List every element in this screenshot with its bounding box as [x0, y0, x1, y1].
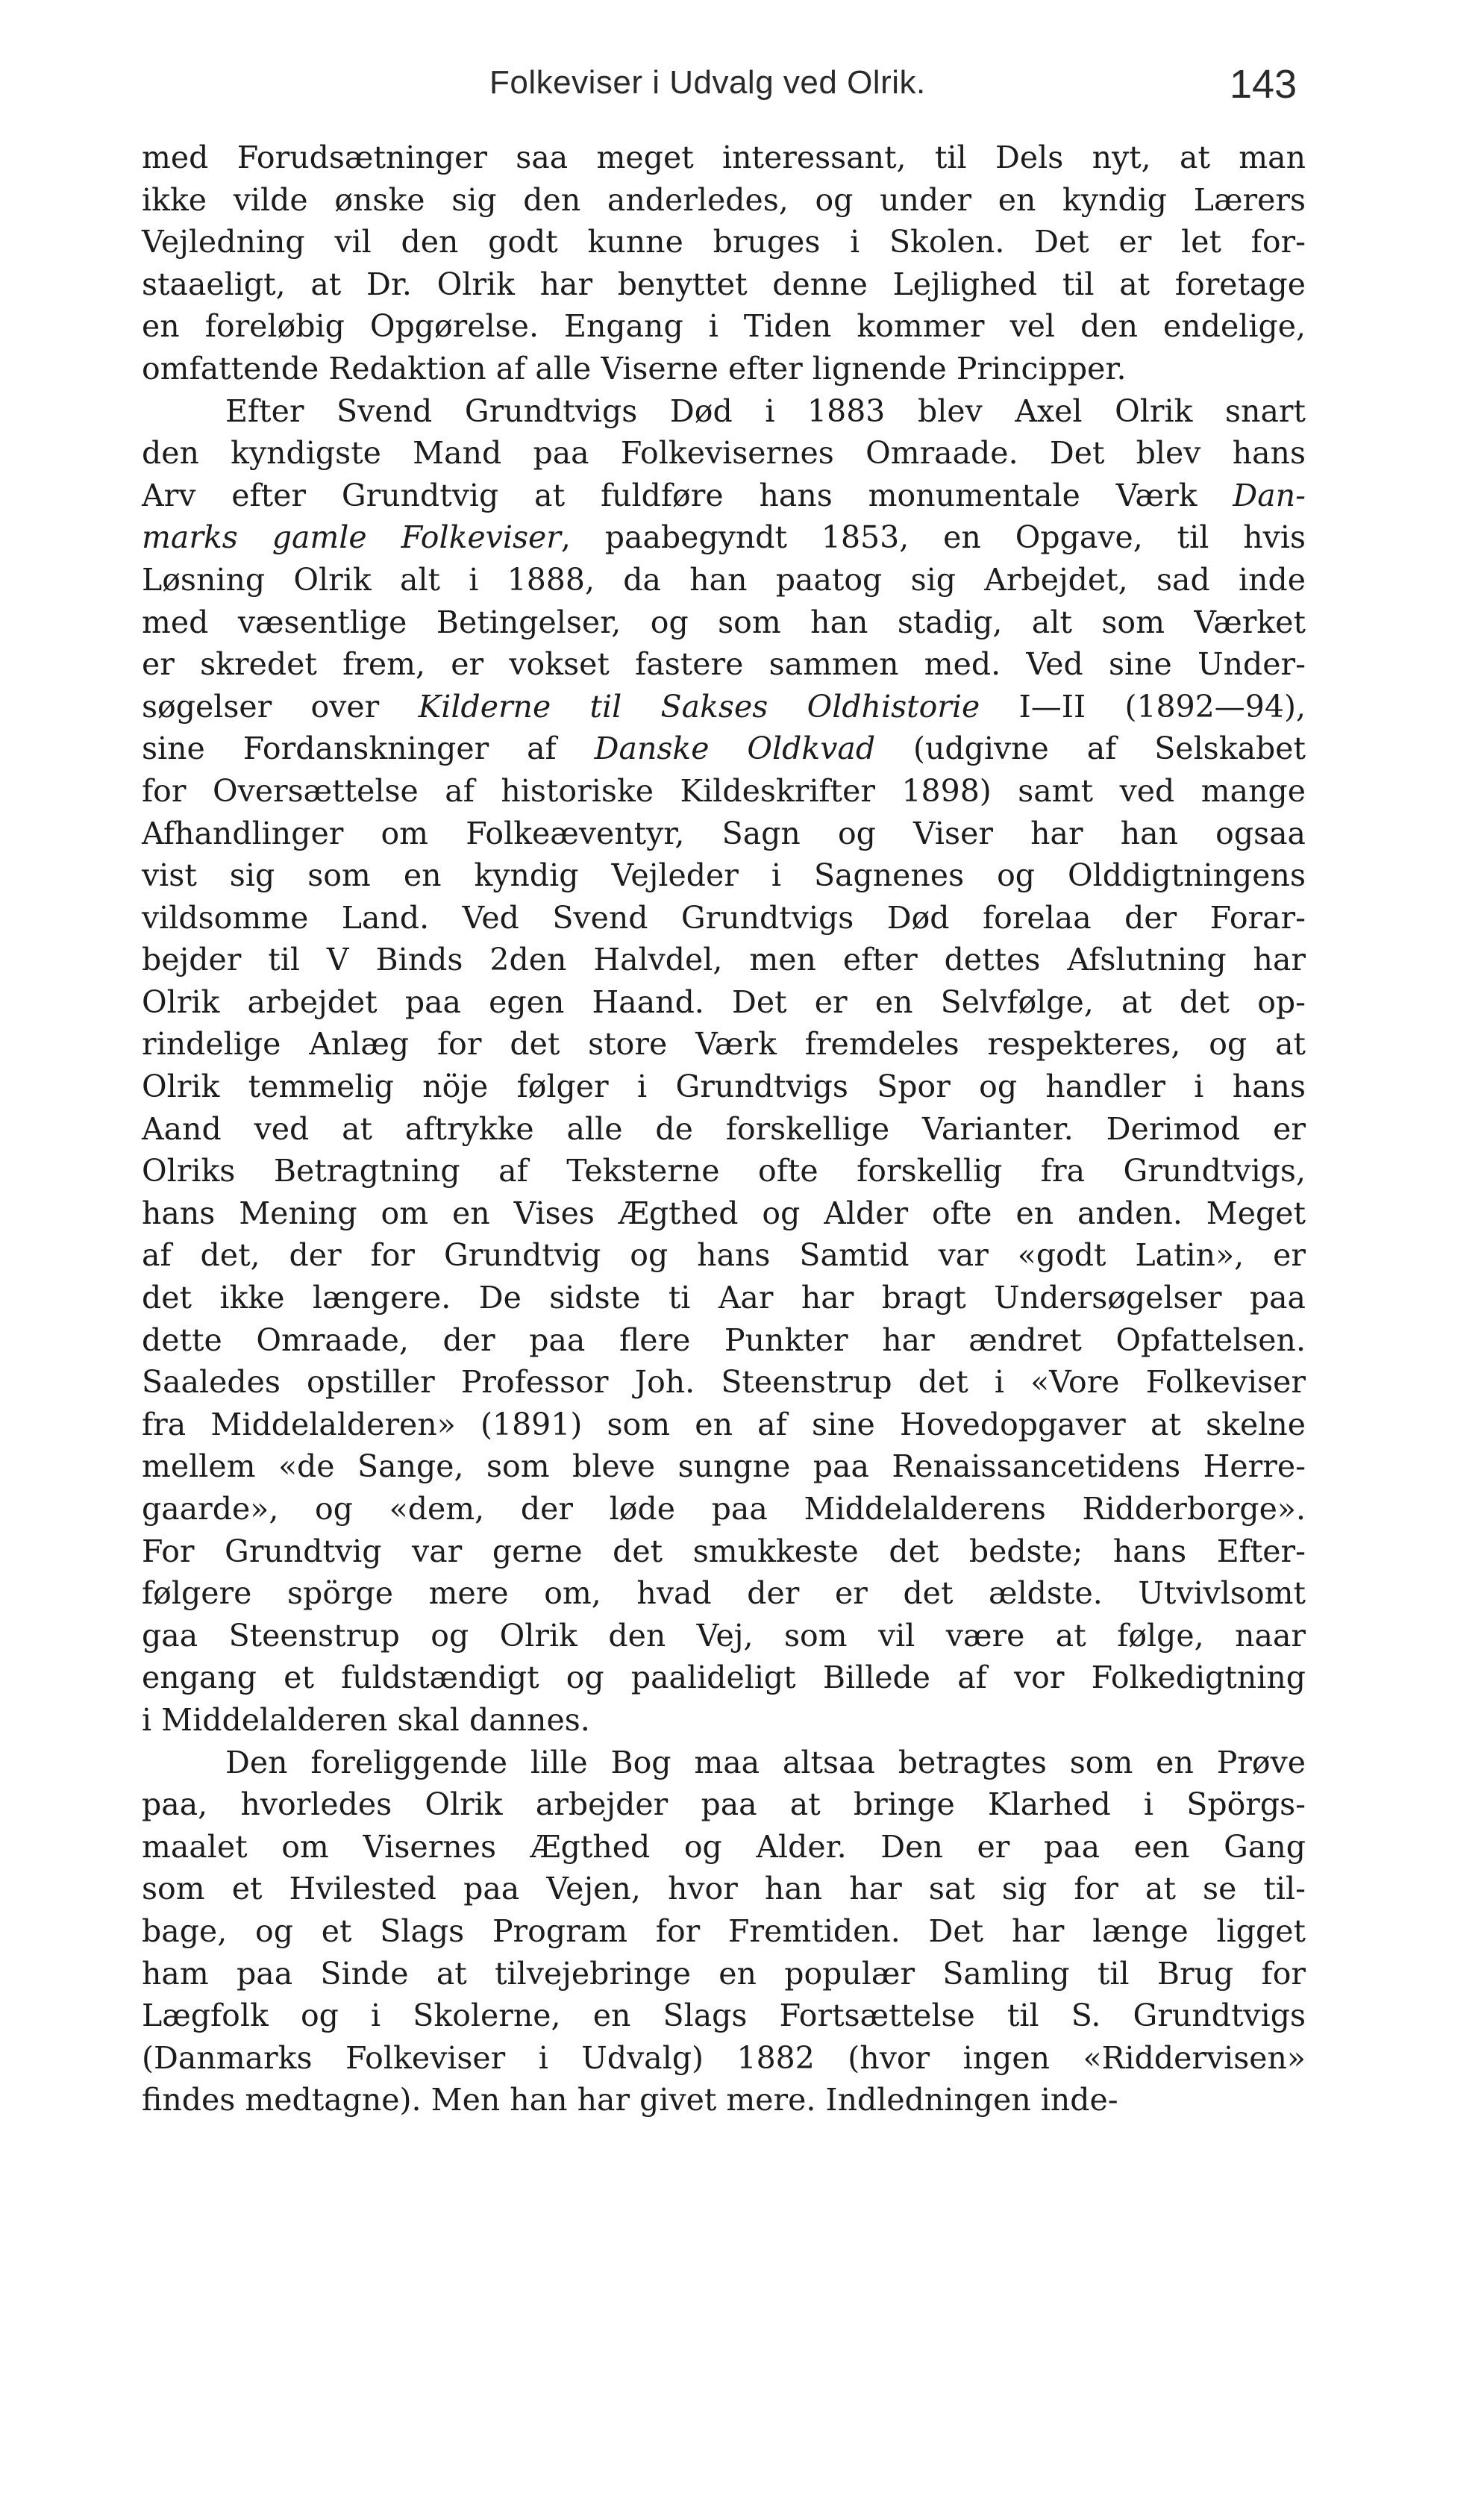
text-run: (udgivne af Selskabet	[875, 731, 1306, 767]
text-run: søgelser over	[142, 688, 419, 725]
text-run: I—II (1892—94),	[980, 688, 1306, 725]
text-line	[142, 1192, 1306, 1235]
running-header	[0, 61, 1484, 113]
text-line	[142, 2037, 1306, 2080]
text-line	[142, 728, 1306, 770]
text-line	[142, 1657, 1306, 1699]
text-line	[142, 601, 1306, 644]
text-line	[142, 305, 1306, 348]
text-line	[142, 559, 1306, 601]
text-line	[142, 1066, 1306, 1108]
text-run: af det, der for Grundtvig og hans Samtid var «godt Latin», er	[142, 1237, 1306, 1274]
paragraph	[142, 1742, 1306, 2121]
text-run: gaarde», og «dem, der løde paa Middelalderens Ridderborge».	[142, 1491, 1306, 1527]
text-run: i Middelalderen skal dannes.	[142, 1701, 590, 1738]
text-run: vildsomme Land. Ved Svend Grundtvigs Død forelaa der Forar-	[142, 899, 1306, 936]
text-run: Aand ved at aftrykke alle de forskellige Varianter. Derimod er	[142, 1110, 1306, 1147]
text-run: det ikke længere. De sidste ti Aar har bragt Undersøgelser paa	[142, 1280, 1306, 1316]
text-line	[142, 516, 1306, 559]
text-line	[142, 643, 1306, 686]
text-run: vist sig som en kyndig Vejleder i Sagnenes og Olddigtningens	[142, 857, 1306, 894]
text-line	[142, 2079, 1306, 2121]
text-run: med Forudsætninger saa meget interessant, til Dels nyt, at man	[142, 140, 1306, 175]
text-run: hans Mening om en Vises Ægthed og Alder ofte en anden. Meget	[142, 1195, 1306, 1231]
text-run: (Danmarks Folkeviser i Udvalg) 1882 (hvor ingen «Riddervisen»	[142, 2039, 1306, 2076]
text-line	[142, 981, 1306, 1024]
text-line	[142, 432, 1306, 475]
text-line	[142, 475, 1306, 517]
text-run: staaeligt, at Dr. Olrik har benyttet denne Lejlighed til at foretage	[142, 266, 1306, 302]
text-line	[142, 179, 1306, 222]
text-run: Arv efter Grundtvig at fuldføre hans monumentale Værk	[142, 477, 1233, 513]
text-line	[142, 686, 1306, 728]
text-line	[142, 137, 1306, 179]
text-run: en foreløbig Opgørelse. Engang i Tiden kommer vel den endelige,	[142, 308, 1306, 345]
running-title: Folkeviser i Udvalg ved Olrik.	[489, 64, 926, 101]
text-line	[142, 1277, 1306, 1319]
text-run: Lægfolk og i Skolerne, en Slags Fortsættelse til S. Grundtvigs	[142, 1998, 1306, 2034]
italic-title: Danske Oldkvad	[594, 731, 876, 767]
text-run: mellem «de Sange, som bleve sungne paa Renaissancetidens Herre-	[142, 1448, 1306, 1485]
text-run: bejder til V Binds 2den Halvdel, men efter dettes Afslutning har	[142, 942, 1306, 978]
text-line	[142, 1234, 1306, 1277]
italic-title: Kilderne til Sakses Oldhistorie	[418, 688, 980, 725]
text-line	[142, 1488, 1306, 1530]
text-line	[142, 1361, 1306, 1404]
text-line	[142, 939, 1306, 981]
text-line	[142, 854, 1306, 897]
text-run: For Grundtvig var gerne det smukkeste det bedste; hans Efter-	[142, 1533, 1306, 1569]
text-run: findes medtagne). Men han har givet mere. Indledningen inde-	[142, 2082, 1118, 2118]
text-line	[142, 221, 1306, 263]
text-run: fra Middelalderen» (1891) som en af sine Hovedopgaver at skelne	[142, 1406, 1306, 1442]
text-line	[142, 1530, 1306, 1573]
text-run: Saaledes opstiller Professor Joh. Steenstrup det i «Vore Folkeviser	[142, 1364, 1306, 1401]
text-run: Afhandlinger om Folkeæventyr, Sagn og Viser har han ogsaa	[142, 815, 1306, 851]
text-line	[142, 1404, 1306, 1446]
text-run: gaa Steenstrup og Olrik den Vej, som vil være at følge, naar	[142, 1617, 1306, 1654]
text-run: bage, og et Slags Program for Fremtiden. Det har længe ligget	[142, 1912, 1306, 1949]
text-line	[142, 1572, 1306, 1615]
text-line	[142, 1868, 1306, 1910]
text-run: Den foreliggende lille Bog maa altsaa betragtes som en Prøve	[225, 1744, 1306, 1780]
text-run: Efter Svend Grundtvigs Død i 1883 blev Axel Olrik snart	[225, 392, 1306, 429]
text-run: Løsning Olrik alt i 1888, da han paatog sig Arbejdet, sad inde	[142, 561, 1306, 598]
text-run: for Oversættelse af historiske Kildeskrifter 1898) samt ved mange	[142, 772, 1306, 809]
text-line	[142, 390, 1306, 433]
text-run: dette Omraade, der paa flere Punkter har ændret Opfattelsen.	[142, 1321, 1306, 1358]
text-line	[142, 1699, 1306, 1742]
text-line	[142, 1108, 1306, 1151]
text-run: er skredet frem, er vokset fastere sammen med. Ved sine Under-	[142, 646, 1306, 683]
text-line	[142, 770, 1306, 813]
text-run: rindelige Anlæg for det store Værk fremdeles respekteres, og at	[142, 1026, 1306, 1063]
text-run: den kyndigste Mand paa Folkevisernes Omraade. Det blev hans	[142, 435, 1306, 472]
text-line	[142, 1319, 1306, 1362]
italic-title: Dan-	[1233, 477, 1306, 513]
text-line	[142, 1783, 1306, 1826]
text-run: Olriks Betragtning af Teksterne ofte forskellig fra Grundtvigs,	[142, 1153, 1306, 1189]
text-run: sine Fordanskninger af	[142, 731, 595, 767]
text-line	[142, 897, 1306, 939]
text-line	[142, 813, 1306, 855]
text-run: følgere spörge mere om, hvad der er det ældste. Utvivlsomt	[142, 1575, 1306, 1612]
text-run: paa, hvorledes Olrik arbejder paa at bringe Klarhed i Spörgs-	[142, 1786, 1306, 1823]
italic-title: marks gamle Folkeviser	[142, 519, 561, 556]
text-run: ham paa Sinde at tilvejebringe en populær Samling til Brug for	[142, 1955, 1306, 1992]
text-run: , paabegyndt 1853, en Opgave, til hvis	[560, 519, 1306, 556]
text-run: Vejledning vil den godt kunne bruges i Skolen. Det er let for-	[142, 224, 1306, 260]
text-run: som et Hvilested paa Vejen, hvor han har sat sig for at se til-	[142, 1871, 1306, 1907]
text-line	[142, 1023, 1306, 1066]
text-run: omfattende Redaktion af alle Viserne efter lignende Principper.	[142, 350, 1127, 387]
text-line	[142, 1445, 1306, 1488]
text-line	[142, 263, 1306, 306]
paragraph	[142, 390, 1306, 1742]
text-run: Olrik arbejdet paa egen Haand. Det er en Selvfølge, at det op-	[142, 983, 1306, 1020]
text-run: ikke vilde ønske sig den anderledes, og under en kyndig Lærers	[142, 181, 1306, 218]
text-line	[142, 1150, 1306, 1192]
text-run: engang et fuldstændigt og paalideligt Billede af vor Folkedigtning	[142, 1660, 1306, 1696]
text-line	[142, 1742, 1306, 1784]
text-line	[142, 1615, 1306, 1657]
text-line	[142, 1910, 1306, 1953]
paragraph	[142, 137, 1306, 390]
text-line	[142, 1995, 1306, 2037]
text-run: maalet om Visernes Ægthed og Alder. Den er paa een Gang	[142, 1828, 1306, 1865]
text-line	[142, 1826, 1306, 1868]
page-number: 143	[1230, 62, 1297, 107]
text-run: Olrik temmelig nöje følger i Grundtvigs Spor og handler i hans	[142, 1069, 1306, 1105]
body-text	[142, 137, 1306, 2121]
text-line	[142, 1953, 1306, 1995]
text-line	[142, 348, 1306, 390]
text-run: med væsentlige Betingelser, og som han stadig, alt som Værket	[142, 604, 1306, 640]
